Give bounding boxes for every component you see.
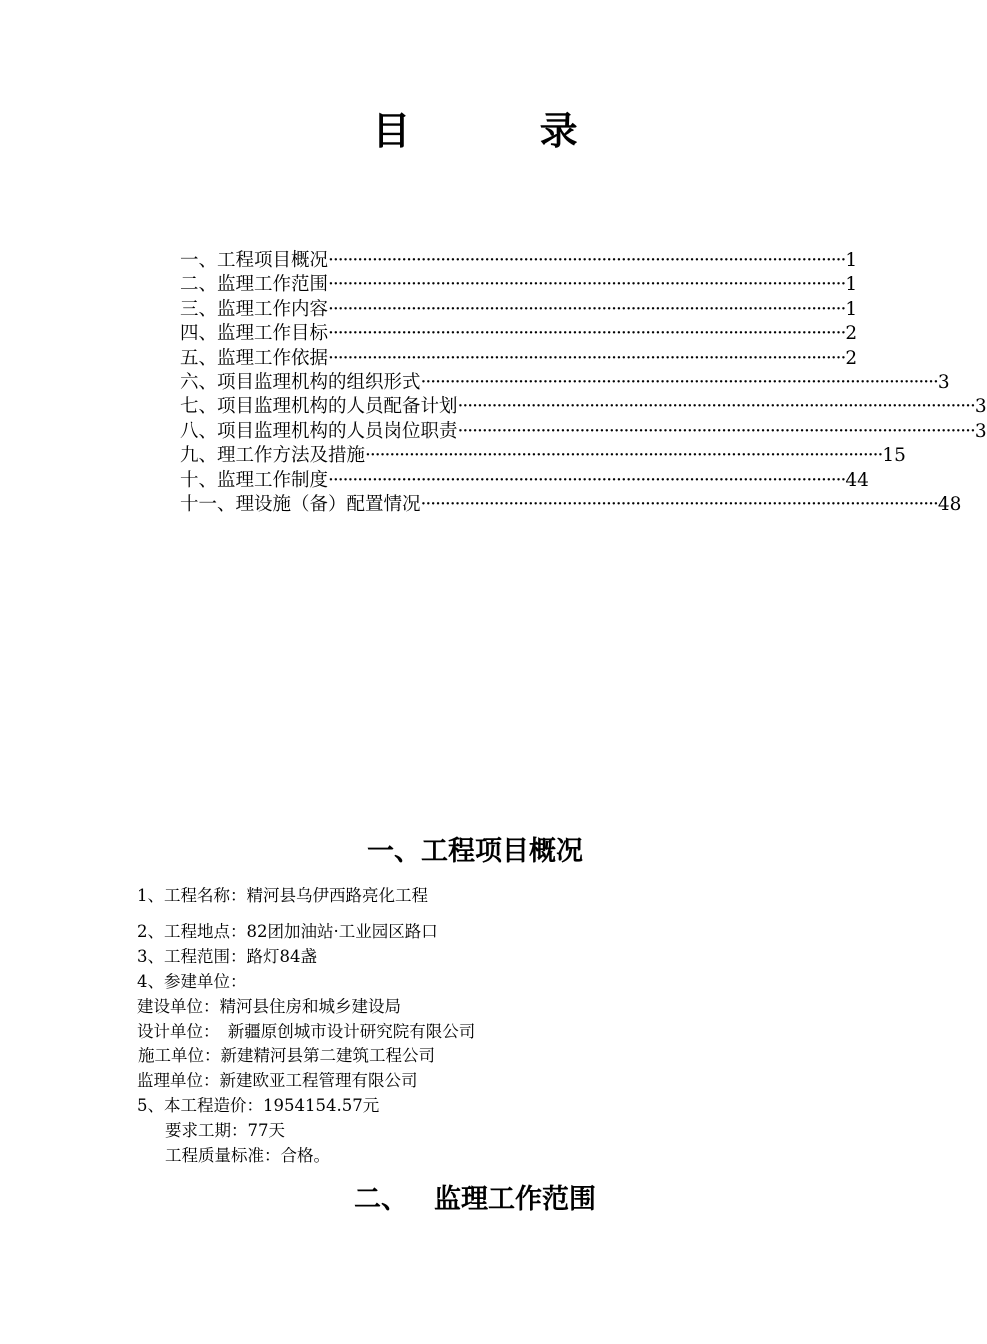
section-heading-scope [0,1177,950,1216]
toc-entry[interactable] [180,322,858,346]
project-name-line: 1、工程名称：精河县乌伊西路亮化工程 [137,886,428,905]
toc-entry-page: 1 [845,298,858,320]
toc-entry-page: 3 [974,420,987,442]
project-scope-line: 3、工程范围：路灯84盏 [137,947,317,966]
toc-entry[interactable] [180,444,906,468]
project-location-line: 2、工程地点：82团加油站·工业园区路口 [137,922,438,941]
toc-leader-dots: ·········································································································· [420,371,938,393]
toc-entry-label: 三、监理工作内容 [180,298,329,320]
toc-entry-label: 八、项目监理机构的人员岗位职责 [180,420,458,442]
toc-entry-label: 六、项目监理机构的组织形式 [180,371,421,393]
construction-unit-line: 施工单位：新建精河县第二建筑工程公司 [138,1046,435,1065]
toc-entry-page: 2 [845,323,858,345]
toc-entry-label: 十、监理工作制度 [180,469,329,491]
toc-entry-page: 1 [845,250,858,271]
toc-entry[interactable] [180,249,858,273]
quality-standard-line: 工程质量标准：合格。 [165,1146,330,1165]
toc-entry[interactable] [180,347,858,371]
toc-entry-page: 1 [845,274,858,296]
section-heading-number: 二、 [354,1184,408,1215]
toc-leader-dots: ·········································································································· [328,298,846,320]
toc-entry-label: 四、监理工作目标 [180,323,329,345]
toc-leader-dots: ·········································································································· [365,445,883,467]
toc-entry-page: 48 [937,493,962,515]
toc-entry-page: 3 [937,371,950,393]
toc-entry[interactable] [180,395,987,419]
toc-entry-label: 五、监理工作依据 [180,347,329,369]
toc-leader-dots: ·········································································································· [457,396,975,418]
toc-entry[interactable] [180,371,950,395]
toc-leader-dots: ·········································································································· [328,323,846,345]
duration-line: 要求工期：77天 [165,1121,285,1140]
toc-leader-dots: ·········································································································· [328,274,846,296]
toc-entry[interactable] [180,493,962,517]
toc-list [180,249,987,517]
project-cost-line: 5、本工程造价：1954154.57元 [137,1096,380,1115]
toc-entry[interactable] [180,298,858,322]
toc-leader-dots: ·········································································································· [328,347,846,369]
owner-unit-line: 建设单位：精河县住房和城乡建设局 [137,997,401,1016]
toc-entry-page: 3 [974,396,987,418]
toc-entry[interactable] [180,273,858,297]
toc-leader-dots: ·········································································································· [457,420,975,442]
toc-entry-label: 一、工程项目概况 [180,250,329,271]
toc-entry-label: 九、理工作方法及措施 [180,445,366,467]
section-heading-text: 监理工作范围 [434,1184,596,1215]
toc-entry-page: 2 [845,347,858,369]
toc-leader-dots: ·········································································································· [420,493,938,515]
toc-entry-label: 二、监理工作范围 [180,274,329,296]
design-unit-line: 设计单位： 新疆原创城市设计研究院有限公司 [137,1022,476,1041]
section-heading-overview: 一、工程项目概况 [367,836,583,867]
toc-title: 目 录 [372,108,636,153]
participants-label: 4、参建单位： [137,972,247,991]
toc-leader-dots: ·········································································································· [328,469,846,491]
supervision-unit-line: 监理单位：新建欧亚工程管理有限公司 [137,1071,418,1090]
toc-leader-dots: ·········································································································· [328,250,846,271]
toc-entry-label: 七、项目监理机构的人员配备计划 [180,396,458,418]
toc-entry[interactable] [180,469,869,493]
toc-entry-page: 15 [882,445,906,467]
toc-entry-label: 十一、理设施（备）配置情况 [180,493,421,515]
toc-entry[interactable] [180,420,987,444]
toc-entry-page: 44 [845,469,869,491]
